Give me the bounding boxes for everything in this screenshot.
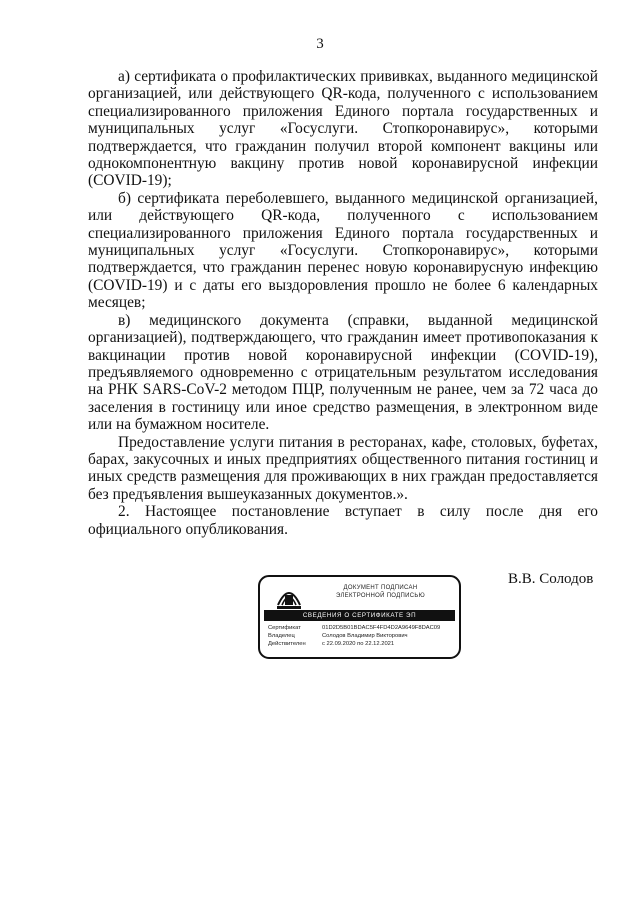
stamp-bar: СВЕДЕНИЯ О СЕРТИФИКАТЕ ЭП: [264, 610, 455, 621]
electronic-signature-stamp: [258, 575, 461, 659]
stamp-row-valid: Действителен с 22.09.2020 по 22.12.2021: [268, 641, 395, 647]
paragraph-a: а) сертификата о профилактических прививках, выданного медицинской организацией, или действующего QR-кода, полученного с использованием специализированного приложения Единого портала государственных и муниципальных услуг «Госуслуги. Стопкоронавирус», которыми подтверждается, что гражданин получил второй компонент вакцины или однокомпонентную вакцину против новой коронавирусной инфекции (COVID-19);: [88, 68, 598, 190]
stamp-details: [268, 624, 453, 648]
paragraph-food-services: Предоставление услуги питания в ресторанах, кафе, столовых, буфетах, барах, закусочных и иных предприятиях общественного питания гостиниц и иных средств размещения для проживающих в них граждан предоставляется без предъявления вышеуказанных документов.».: [88, 433, 598, 503]
stamp-row-owner: Владелец Солодов Владимир Викторович: [268, 633, 408, 639]
page-number: 3: [316, 36, 324, 52]
stamp-title: ДОКУМЕНТ ПОДПИСАН ЭЛЕКТРОННОЙ ПОДПИСЬЮ: [336, 585, 425, 599]
paragraph-v: в) медицинского документа (справки, выданной медицинской организацией), подтверждающего, что гражданин имеет противопоказания к вакцинации против новой коронавирусной инфекции (COVID-19), предъявляемого одновременно с отрицательным результатом исследования на РНК SARS-CoV-2 методом ПЦР, полученным не ранее, чем за 72 часа до заселения в гостиницу или иное средство размещения, в электронном виде или на бумажном носителе.: [88, 311, 598, 434]
stamp-row-certificate: Сертификат 01D2D5B01BDAC5F4FD4D2A9649F8DAC09: [268, 625, 441, 631]
coat-of-arms-icon: [274, 583, 304, 611]
document-body: [88, 68, 598, 538]
paragraph-b: б) сертификата переболевшего, выданного медицинской организацией, или действующего QR-кода, полученного с использованием специализированного приложения Единого портала государственных и муниципальных услуг «Госуслуги. Стопкоронавирус», которыми подтверждается, что гражданин перенес новую коронавирусную инфекцию (COVID-19) и с даты его выздоровления прошло не более 6 календарных месяцев;: [88, 189, 598, 312]
signatory-name: В.В. Солодов: [508, 571, 594, 587]
paragraph-effective-date: 2. Настоящее постановление вступает в силу после дня его официального опубликования.: [88, 503, 598, 538]
